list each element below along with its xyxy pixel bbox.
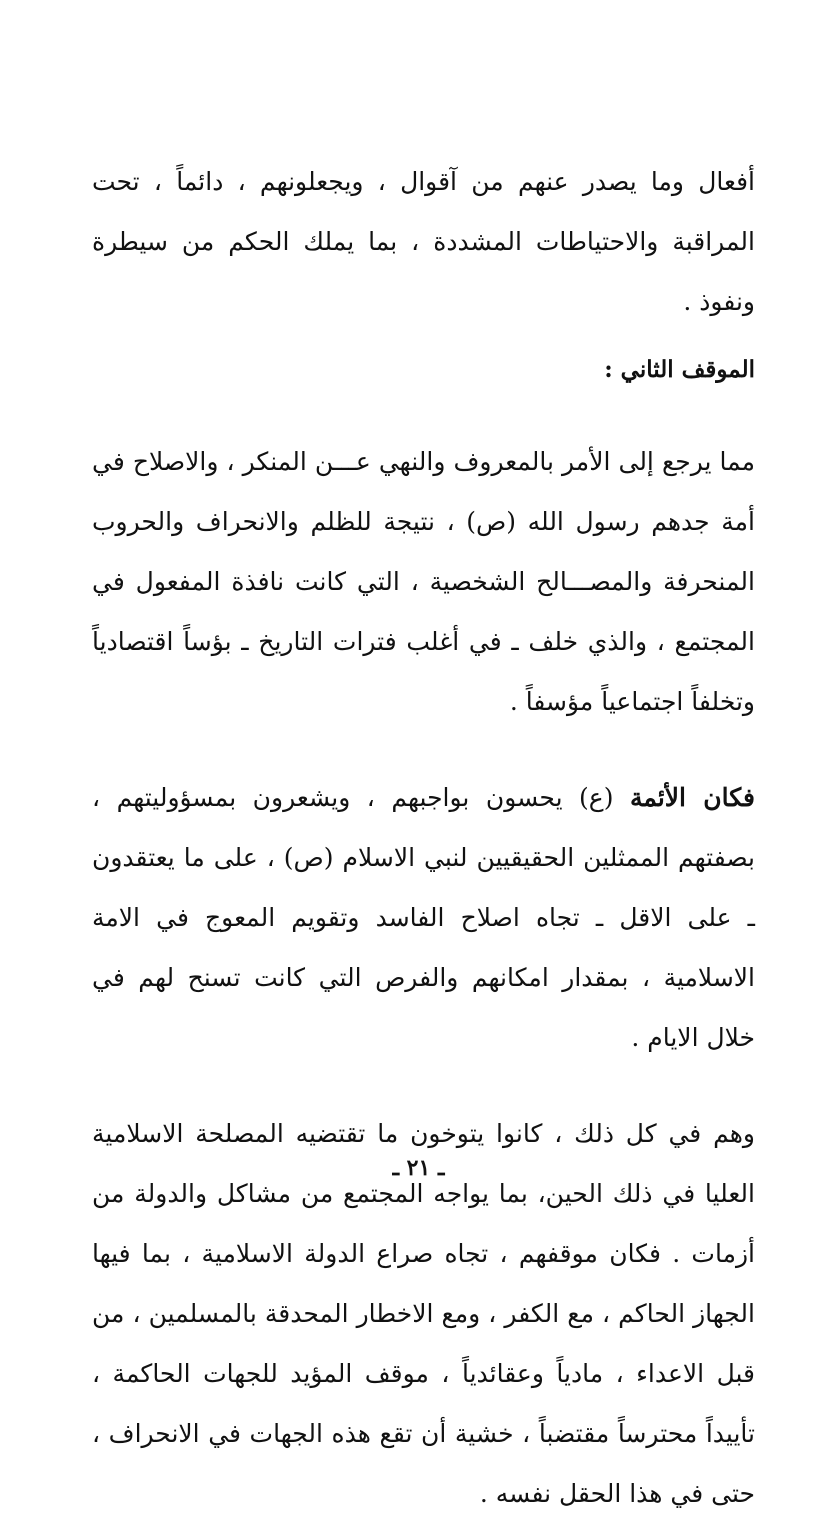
section-heading: الموقف الثاني : [604,356,755,383]
paragraph-interest: وهم في كل ذلك ، كانوا يتوخون ما تقتضيه المصلحة الاسلامية العليا في ذلك الحين، بما يواجه المجتمع من مشاكل والدولة من أزمات . فكان موقفهم ، تجاه صراع الدولة الاسلامية ، بما فيها الجهاز الحاكم ، مع الكفر ، ومع الاخطار المحدقة بالمسلمين ، من قبل الاعداء ، مادياً وعقائدياً ، موقف المؤيد للجهات الحاكمة ، تأييداً محترساً مقتضباً ، خشية أن تقع هذه الجهات في الانحراف ، حتى في هذا الحقل نفسه . [92,1119,755,1508]
page-number: ـ ٢١ ـ [392,1155,445,1181]
paragraph-second-position: مما يرجع إلى الأمر بالمعروف والنهي عـــن المنكر ، والاصلاح في أمة جدهم رسول الله (ص) ، نتيجة للظلم والانحراف والحروب المنحرفة والمصـــالح الشخصية ، التي كانت نافذة المفعول في المجتمع ، والذي خلف ـ في أغلب فترات التاريخ ـ بؤساً اقتصادياً وتخلفاً اجتماعياً مؤسفاً . [92,447,755,716]
paragraph-continued: أفعال وما يصدر عنهم من آقوال ، ويجعلونهم ، دائماً ، تحت المراقبة والاحتياطات المشددة ، بما يملك الحكم من سيطرة ونفوذ . [92,167,755,316]
paragraph-imams [92,768,755,1068]
paragraph-lead-phrase: فكان الأئمة [629,783,755,812]
paragraph-body: (ع) يحسون بواجبهم ، ويشعرون بمسؤوليتهم ، بصفتهم الممثلين الحقيقيين لنبي الاسلام (ص) ، على ما يعتقدون ـ على الاقل ـ تجاه اصلاح الفاسد وتقويم المعوج في الامة الاسلامية ، بمقدار امكانهم والفرص التي كانت تسنح لهم في خلال الايام . [92,783,755,1052]
